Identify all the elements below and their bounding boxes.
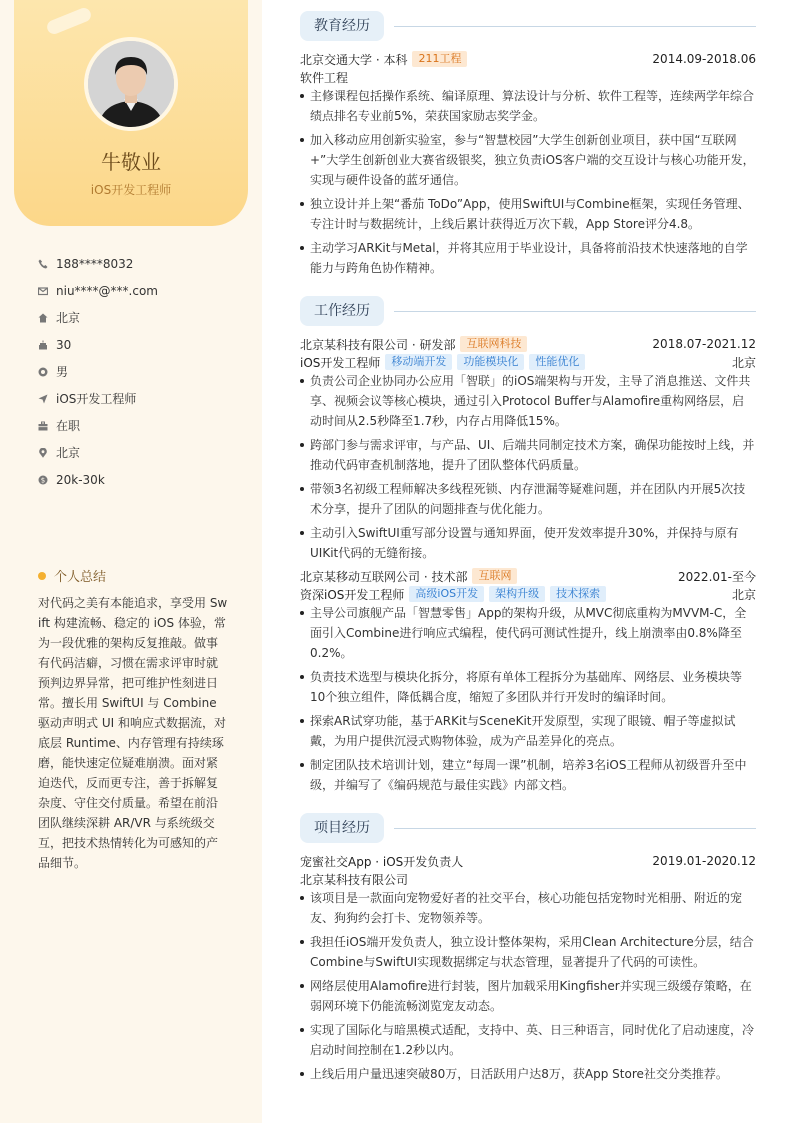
contact-position: [38, 385, 158, 412]
home-icon: [38, 313, 48, 323]
decorative-gloss: [45, 6, 93, 36]
education-bullets: [300, 86, 756, 282]
contact-city: [38, 439, 158, 466]
cake-icon: [38, 340, 48, 350]
job-2-header-row: [300, 567, 756, 585]
company-name: 北京某科技有限公司 · 研发部: [300, 337, 456, 352]
mail-icon: [38, 286, 48, 296]
avatar: [88, 41, 174, 127]
skill-tag: 性能优化: [529, 354, 585, 370]
skill-tag: 高级iOS开发: [409, 586, 484, 602]
contact-text: niu****@***.com: [56, 283, 158, 298]
job-period: 2018.07-2021.12: [652, 337, 756, 351]
location-pin-icon: [38, 448, 48, 458]
project-company-row: [300, 870, 756, 888]
contact-text: 男: [56, 365, 69, 379]
job-1-bullets: [300, 371, 756, 567]
summary-heading: [38, 566, 106, 585]
list-item: 网络层使用Alamofire进行封装，图片加载采用Kingfisher并实现三级缓存策略，在弱网环境下仍能流畅浏览宠友动态。: [300, 976, 756, 1016]
school-tag: 211工程: [412, 51, 467, 67]
education-period: 2014.09-2018.06: [652, 52, 756, 66]
contact-gender: [38, 358, 158, 385]
position-title: 资深iOS开发工程师: [300, 587, 405, 602]
education-major-row: [300, 68, 756, 86]
contact-text: iOS开发工程师: [56, 392, 137, 406]
contact-text: 北京: [56, 446, 81, 460]
salary-icon: [38, 475, 48, 485]
contact-age: [38, 331, 158, 358]
section-title: 教育经历: [300, 11, 384, 41]
candidate-role: iOS开发工程师: [90, 183, 172, 197]
contact-list: [38, 250, 158, 493]
summary-title: 个人总结: [54, 570, 107, 585]
list-item: 该项目是一款面向宠物爱好者的社交平台，核心功能包括宠物时光相册、附近的宠友、狗狗约会打卡、宠物领养等。: [300, 888, 756, 928]
major: 软件工程: [300, 70, 349, 85]
avatar-portrait-icon: [88, 41, 174, 127]
summary-text: 对代码之美有本能追求，享受用 Swift 构建流畅、稳定的 iOS 体验，常为一段优雅的架构反复推敲。做事有代码洁癖，习惯在需求评审时就预判边界异常，把可维护性刻进日常。擅长用 SwiftUI 与 Combine 驱动声明式 UI 和响应式数据流，对底层 Runtime、内存管理有持续琢磨，能快速定位疑难崩溃。面对紧迫迭代，反而更专注，善于拆解复杂度、守住交付质量。希望在前沿团队继续深耕 AR/VR 与系统级交互，把技术热情转化为可感知的产品细节。: [38, 596, 228, 870]
position-title: iOS开发工程师: [300, 355, 381, 370]
education-header-row: [300, 50, 756, 68]
list-item: 主动学习ARKit与Metal，并将其应用于毕业设计，具备将前沿技术快速落地的自学能力与跨角色协作精神。: [300, 238, 756, 278]
contact-text: 188****8032: [56, 256, 134, 271]
company-tag: 互联网科技: [460, 336, 527, 352]
phone-icon: [38, 259, 48, 269]
list-item: 负责技术选型与模块化拆分，将原有单体工程拆分为基础库、网络层、业务模块等10个独立组件，降低耦合度，缩短了多团队并行开发时的编译时间。: [300, 667, 756, 707]
company-tag: 互联网: [472, 568, 517, 584]
list-item: 跨部门参与需求评审，与产品、UI、后端共同制定技术方案，确保功能按时上线，并推动代码审查机制落地，提升了团队整体代码质量。: [300, 435, 756, 475]
school-name: 北京交通大学 · 本科: [300, 52, 408, 67]
contact-phone: [38, 250, 158, 277]
job-2-position-row: [300, 585, 756, 603]
section-title: 工作经历: [300, 296, 384, 326]
company-name: 北京某移动互联网公司 · 技术部: [300, 569, 468, 584]
work-section-header: [300, 296, 756, 326]
skill-tag: 技术探索: [550, 586, 606, 602]
skill-tag: 移动端开发: [385, 354, 452, 370]
contact-text: 30: [56, 337, 72, 352]
project-company: 北京某科技有限公司: [300, 872, 409, 887]
profile-card: [14, 0, 248, 226]
job-1-position-row: [300, 353, 756, 371]
job-city: 北京: [731, 355, 756, 370]
contact-text: 20k-30k: [56, 472, 105, 487]
contact-salary: [38, 466, 158, 493]
list-item: 上线后用户量迅速突破80万，日活跃用户达8万，获App Store社交分类推荐。: [300, 1064, 756, 1084]
send-icon: [38, 394, 48, 404]
project-bullets: [300, 888, 756, 1088]
list-item: 带领3名初级工程师解决多线程死锁、内存泄漏等疑难问题，并在团队内开展5次技术分享，提升了团队的问题排查与优化能力。: [300, 479, 756, 519]
job-period: 2022.01-至今: [678, 569, 756, 584]
education-section-header: [300, 11, 756, 41]
svg-text:$: $: [40, 476, 46, 484]
contact-status: [38, 412, 158, 439]
skill-tag: 功能模块化: [457, 354, 524, 370]
contact-text: 北京: [56, 311, 81, 325]
sidebar: [0, 0, 262, 1123]
skill-tag: 架构升级: [489, 586, 545, 602]
project-period: 2019.01-2020.12: [652, 854, 756, 868]
briefcase-icon: [38, 421, 48, 431]
list-item: 实现了国际化与暗黑模式适配，支持中、英、日三种语言，同时优化了启动速度，冷启动时间控制在1.2秒以内。: [300, 1020, 756, 1060]
project-header-row: [300, 852, 756, 870]
list-item: 我担任iOS端开发负责人，独立设计整体架构，采用Clean Architecture分层，结合Combine与SwiftUI实现数据绑定与状态管理，显著提升了代码的可读性。: [300, 932, 756, 972]
list-item: 探索AR试穿功能，基于ARKit与SceneKit开发原型，实现了眼镜、帽子等虚拟试戴，为用户提供沉浸式购物体验，成为产品差异化的亮点。: [300, 711, 756, 751]
list-item: 加入移动应用创新实验室，参与“智慧校园”大学生创新创业项目，获中国“互联网+”大学生创新创业大赛省级银奖，独立负责iOS客户端的交互设计与核心功能开发，实现与硬件设备的蓝牙通信。: [300, 130, 756, 190]
gender-icon: [38, 367, 48, 377]
section-title: 项目经历: [300, 813, 384, 843]
section-divider: [394, 311, 756, 312]
list-item: 负责公司企业协同办公应用「智联」的iOS端架构与开发，主导了消息推送、文件共享、视频会议等核心模块，通过引入Protocol Buffer与Alamofire重构网络层，启动时间从2.5秒降至1.7秒，内存占用降低15%。: [300, 371, 756, 431]
section-divider: [394, 828, 756, 829]
job-city: 北京: [731, 587, 756, 602]
list-item: 主修课程包括操作系统、编译原理、算法设计与分析、软件工程等，连续两学年综合绩点排名专业前5%，荣获国家励志奖学金。: [300, 86, 756, 126]
list-item: 主动引入SwiftUI重写部分设置与通知界面，使开发效率提升30%，并保持与原有UIKit代码的无缝衔接。: [300, 523, 756, 563]
job-2-bullets: [300, 603, 756, 799]
list-item: 独立设计并上架“番茄 ToDo”App，使用SwiftUI与Combine框架，实现任务管理、专注计时与数据统计，上线后累计获得近万次下载，App Store评分4.8。: [300, 194, 756, 234]
contact-email: [38, 277, 158, 304]
project-name: 宠蜜社交App · iOS开发负责人: [300, 854, 464, 869]
list-item: 制定团队技术培训计划，建立“每周一课”机制，培养3名iOS工程师从初级晋升至中级，并编写了《编码规范与最佳实践》内部文档。: [300, 755, 756, 795]
job-1-header-row: [300, 335, 756, 353]
project-section-header: [300, 813, 756, 843]
bullet-dot-icon: [38, 572, 46, 580]
section-divider: [394, 26, 756, 27]
contact-home: [38, 304, 158, 331]
candidate-name: 牛敬业: [101, 150, 161, 174]
contact-text: 在职: [56, 419, 81, 433]
list-item: 主导公司旗舰产品「智慧零售」App的架构升级，从MVC彻底重构为MVVM-C，全面引入Combine进行响应式编程，使代码可测试性提升，线上崩溃率由0.8%降至0.2%。: [300, 603, 756, 663]
